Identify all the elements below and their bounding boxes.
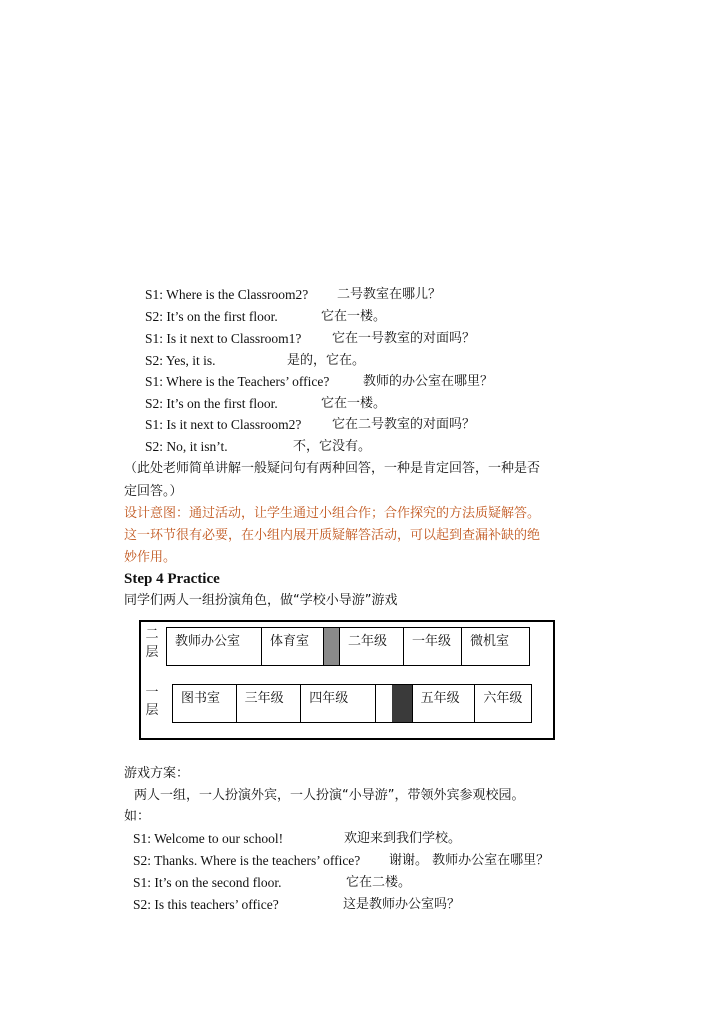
- english-text: S1: Is it next to Classroom2?: [145, 417, 302, 432]
- dialogue-line: [145, 416, 476, 435]
- design-intent-line-3: 妙作用。: [124, 550, 177, 565]
- chinese-text: 谢谢。 教师办公室在哪里？: [389, 853, 550, 868]
- dialogue-line: [145, 286, 442, 305]
- room-cell: 体育室: [262, 628, 324, 665]
- stairwell: [392, 685, 413, 722]
- room-cell: 六年级: [483, 691, 523, 706]
- chinese-text: 教师的办公室在哪里？: [363, 374, 494, 389]
- dialogue-line: [145, 308, 387, 327]
- chinese-text: 它在二楼。: [346, 875, 412, 890]
- english-text: S1: Is it next to Classroom1?: [145, 331, 302, 346]
- chinese-text: 不，它没有。: [293, 439, 372, 454]
- room-cell: 微机室: [470, 634, 510, 649]
- dialogue-line: [133, 874, 412, 893]
- english-text: S1: Where is the Teachers’ office?: [145, 374, 330, 389]
- chinese-text: 这是教师办公室吗？: [343, 897, 461, 912]
- room-cell: 一年级: [404, 628, 462, 665]
- english-text: S2: No, it isn’t.: [145, 439, 228, 454]
- room-cell: 四年级: [301, 685, 376, 722]
- english-text: S2: Yes, it is.: [145, 353, 216, 368]
- teacher-note-line-2: 定回答。）: [124, 484, 183, 499]
- dialogue-line: [133, 896, 461, 915]
- chinese-text: 是的，它在。: [287, 353, 366, 368]
- step-heading: Step 4 Practice: [124, 571, 220, 587]
- chinese-text: 二号教室在哪儿？: [337, 287, 442, 302]
- english-text: S1: It’s on the second floor.: [133, 875, 282, 890]
- chinese-text: 它在二号教室的对面吗？: [332, 417, 476, 432]
- chinese-text: 它在一楼。: [321, 309, 387, 324]
- english-text: S2: Thanks. Where is the teachers’ office?: [133, 853, 361, 868]
- dialogue-line: [145, 352, 366, 371]
- first-floor-row: [172, 684, 532, 723]
- dialogue-line: [145, 373, 494, 392]
- english-text: S2: Is this teachers’ office?: [133, 897, 279, 912]
- chinese-text: 它在一号教室的对面吗？: [332, 331, 476, 346]
- room-cell: 三年级: [237, 685, 302, 722]
- room-cell: 五年级: [413, 685, 476, 722]
- game-plan-description: 两人一组，一人扮演外宾，一人扮演“小导游”，带领外宾参观校园。: [134, 788, 525, 803]
- english-text: S2: It’s on the first floor.: [145, 396, 278, 411]
- design-intent-line-1: 设计意图：通过活动，让学生通过小组合作；合作探究的方法质疑解答。: [124, 506, 541, 521]
- chinese-text: 欢迎来到我们学校。: [344, 831, 462, 846]
- room-cell: 图书室: [173, 685, 237, 722]
- stairwell: [324, 628, 340, 665]
- english-text: S1: Where is the Classroom2?: [145, 287, 309, 302]
- dialogue-line: [145, 438, 372, 457]
- english-text: S1: Welcome to our school!: [133, 831, 284, 846]
- room-cell: 教师办公室: [167, 628, 262, 665]
- dialogue-line: [133, 852, 550, 871]
- chinese-text: 它在一楼。: [321, 396, 387, 411]
- design-intent-line-2: 这一环节很有必要，在小组内展开质疑解答活动，可以起到查漏补缺的绝: [124, 528, 541, 543]
- step-intro: 同学们两人一组扮演角色，做“学校小导游”游戏: [124, 593, 398, 608]
- dialogue-line: [145, 395, 387, 414]
- first-floor-label: 一层: [145, 685, 159, 718]
- example-label: 如：: [124, 809, 151, 824]
- dialogue-line: [133, 830, 462, 849]
- game-plan-title: 游戏方案：: [124, 766, 190, 781]
- teacher-note-line-1: （此处老师简单讲解一般疑问句有两种回答，一种是肯定回答，一种是否: [124, 461, 541, 476]
- second-floor-row: [166, 627, 530, 666]
- room-cell: 二年级: [340, 628, 404, 665]
- floor-plan: [139, 620, 555, 740]
- dialogue-line: [145, 330, 476, 349]
- second-floor-label: 二层: [145, 627, 159, 660]
- english-text: S2: It’s on the first floor.: [145, 309, 278, 324]
